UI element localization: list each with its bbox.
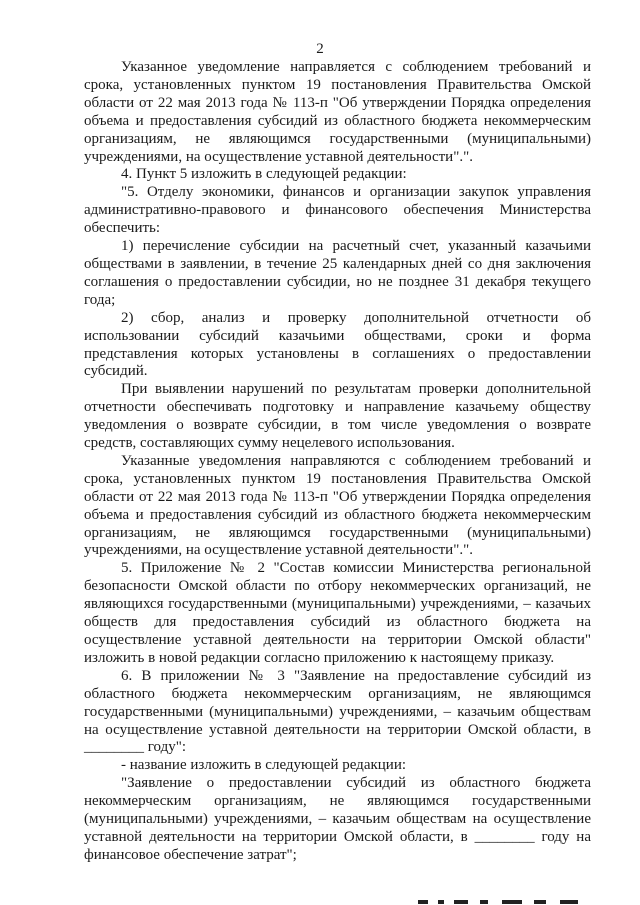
- scan-edge-marks: [410, 898, 600, 905]
- paragraph-item-4: 4. Пункт 5 изложить в следующей редакции:: [121, 166, 407, 183]
- paragraph-item-6: 6. В приложении № 3 "Заявление на предоставление субсидий из областного бюджета некоммерческим организациям, не являющимся государственными (муниципальными) учреждениями, – казачьим обществам на осуществление уставной деятельности на территории Омской области, в ________ году":: [84, 667, 591, 756]
- paragraph-violations: При выявлении нарушений по результатам проверки дополнительной отчетности обеспечивать подготовку и направление казачьему обществу уведомления о возврате субсидии, в том числе уведомления о возврате средств, составляющих сумму нецелевого использования.: [84, 381, 591, 452]
- page-number: 2: [316, 41, 324, 57]
- paragraph-notices-requirements: Указанные уведомления направляются с соблюдением требований и срока, установленных пунктом 19 постановления Правительства Омской области от 22 мая 2013 года № 113-п "Об утверждении Порядка определения объема и предоставления субсидий из областного бюджета некоммерческим организациям, не являющимся государственными (муниципальными) учреждениями, на осуществление уставной деятельности".".: [84, 452, 591, 559]
- paragraph-notice-requirements: Указанное уведомление направляется с соблюдением требований и срока, установленных пунктом 19 постановления Правительства Омской области от 22 мая 2013 года № 113-п "Об утверждении Порядка определения объема и предоставления субсидий из областного бюджета некоммерческим организациям, не являющимся государственными (муниципальными) учреждениями, на осуществление уставной деятельности".".: [84, 59, 591, 165]
- paragraph-item-5-intro: "5. Отделу экономики, финансов и организации закупок управления административно-правового и финансового обеспечения Министерства обеспечить:: [84, 184, 591, 237]
- document-body: [84, 59, 591, 865]
- paragraph-title-change: - название изложить в следующей редакции:: [121, 757, 407, 774]
- paragraph-new-title: "Заявление о предоставлении субсидий из областного бюджета некоммерческим организациям, не являющимся государственными (муниципальными) учреждениями, – казачьим обществам на осуществление уставной деятельности на территории Омской области, в ________ году на финансовое обеспечение затрат";: [84, 775, 591, 863]
- paragraph-item-5-appendix: 5. Приложение № 2 "Состав комиссии Министерства региональной безопасности Омской области по отбору некоммерческих организаций, не являющихся государственными (муниципальными) учреждениями, – казачьих обществ для предоставления субсидий из областного бюджета на осуществление уставной деятельности на территории Омской области" изложить в новой редакции согласно приложению к настоящему приказу.: [84, 560, 591, 666]
- paragraph-subitem-2: 2) сбор, анализ и проверку дополнительной отчетности об использовании субсидий казачьими обществами, сроки и форма представления которых установлены в соглашениях о предоставлении субсидий.: [84, 309, 591, 380]
- paragraph-subitem-1: 1) перечисление субсидии на расчетный счет, указанный казачьими обществами в заявлении, в течение 25 календарных дней со дня заключения соглашения о предоставлении субсидии, но не позднее 31 декабря текущего года;: [84, 238, 591, 308]
